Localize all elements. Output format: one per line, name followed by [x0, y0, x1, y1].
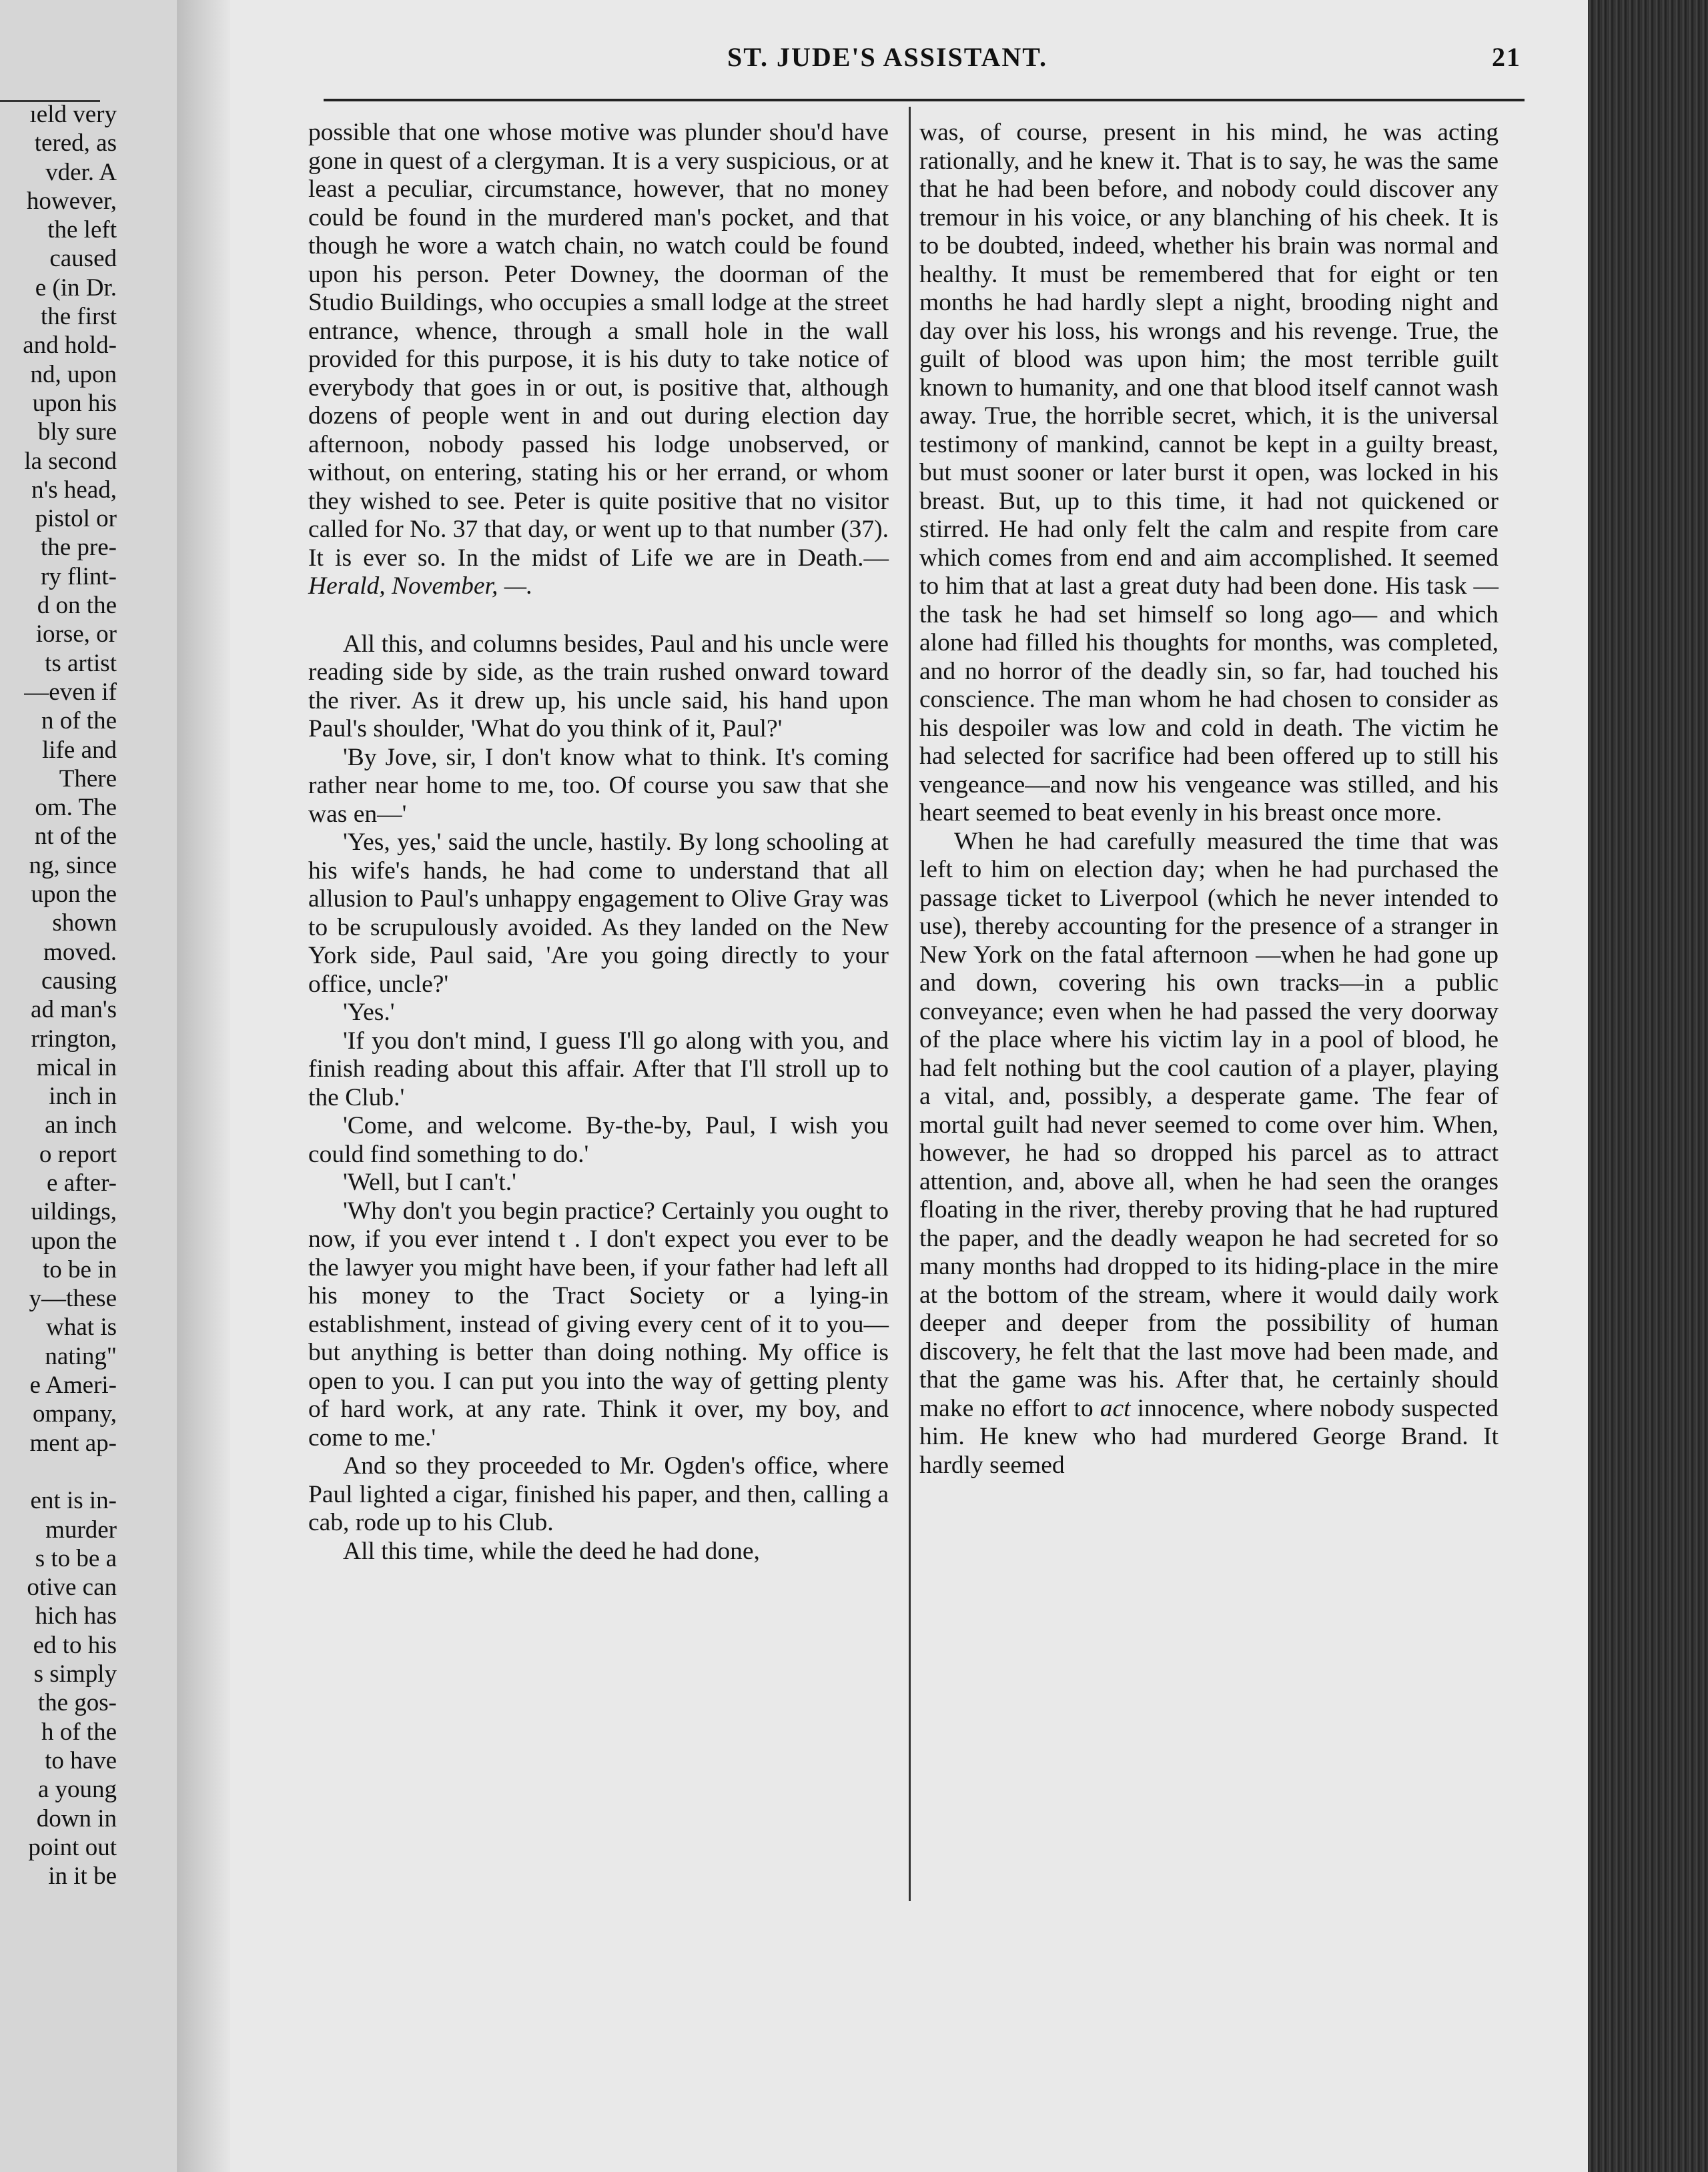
paragraph-text: possible that one whose motive was plunder shou'd have gone in quest of a clergyman. It is a very suspicious, or at least a peculiar, circumstance, however, that no money could be found in the murdered man's pocket, and that though he wore a watch chain, no watch could be found upon his person. Peter Downey, the doorman of the Studio Buildings, who occupies a small lodge at the street entrance, whence, through a small hole in the wall provided for this purpose, it is his duty to take notice of everybody that goes in or out, is positive that, although dozens of people went in and out during election day afternoon, nobody passed his lodge unobserved, or without, on entering, stating his or her errand, or whom they wished to see. Peter is quite positive that no visitor called for No. 37 that day, or went up to that number (37). It is ever so. In the midst of Life we are in Death.—: [308, 119, 889, 572]
facing-page-fragment-line: the pre-: [40, 534, 117, 562]
paragraph-text: innocence, where nobody suspected him. He knew who had murdered George Brand. It hardly seemed: [919, 1394, 1499, 1479]
facing-page-fragment-line: ng, since: [29, 851, 117, 879]
facing-page-fragment-line: point out: [28, 1833, 117, 1861]
facing-page-fragment-line: e (in Dr.: [35, 274, 117, 302]
facing-page-fragment-line: shown: [52, 909, 117, 937]
facing-page-fragment-line: an inch: [45, 1111, 117, 1139]
facing-page-fragment-line: bly sure: [37, 418, 117, 446]
facing-page-fragment-line: s simply: [33, 1660, 117, 1688]
facing-page-fragment-line: pistol or: [35, 505, 117, 533]
column-rule: [909, 107, 911, 1901]
page-stack-edge: [1588, 0, 1708, 2172]
facing-page-fragment-line: ad man's: [31, 996, 117, 1024]
paragraph: All this, and columns besides, Paul and his uncle were reading side by side, as the train rushed onward toward the river. As it drew up, his uncle said, his hand upon Paul's shoulder, 'What do you think of it, Paul?': [308, 630, 889, 742]
facing-page-fragment-line: ment ap-: [29, 1429, 117, 1457]
facing-page-fragment-line: causing: [41, 967, 117, 995]
facing-page-fragment-line: ts artist: [45, 649, 117, 677]
right-column: [919, 119, 1499, 1480]
facing-page-fragment-line: upon the: [31, 881, 117, 909]
facing-page-fragment-line: h of the: [41, 1718, 117, 1746]
facing-page-fragment-line: There: [59, 764, 117, 792]
facing-page-fragment-line: upon the: [31, 1227, 117, 1255]
facing-page-fragment-line: the left: [47, 216, 117, 244]
facing-page-fragment-line: n of the: [41, 707, 117, 735]
facing-page-fragment-line: to be in: [43, 1255, 117, 1283]
facing-page-fragment-line: s to be a: [35, 1544, 117, 1572]
paragraph: was, of course, present in his mind, he was acting rationally, and he knew it. That is to say, he was the same that he had been before, and nobody could discover any tremour in his voice, or any blanching of his cheek. It is to be doubted, indeed, whether his brain was normal and healthy. It must be remembered that for eight or ten months he had hardly slept a night, brooding night and day over his loss, his wrongs and his revenge. True, the guilt of blood was upon him; the most terrible guilt known to humanity, and one that blood itself cannot wash away. True, the horrible secret, which, it is the universal testimony of mankind, cannot be kept in a guilty breast, but must sooner or later burst it open, was locked in his breast. But, up to this time, it had not quickened or stirred. He had only felt the calm and respite from care which comes from end and aim accomplished. It seemed to him that at last a great duty had been done. His task —the task he had set himself so long ago— and which alone had filled his thoughts for months, was completed, and no horror of the deadly sin, so far, had touched his conscience. The man whom he had chosen to consider as his despoiler was low and cold in death. The victim he had selected for sacrifice had been offered up to still his vengeance—and now his vengeance was stilled, and his heart seemed to beat evenly in his breast once more.: [919, 119, 1499, 827]
facing-page-fragment-line: down in: [36, 1804, 117, 1832]
header-rule: [324, 99, 1525, 101]
facing-page-fragment-line: iorse, or: [35, 620, 117, 648]
news-source: Herald, November, —.: [308, 572, 533, 600]
facing-page-fragment-line: however,: [26, 187, 117, 215]
facing-page-fragment-line: ıeld very: [29, 101, 117, 128]
facing-page-fragment-line: caused: [49, 245, 117, 273]
facing-page-fragment-line: e after-: [46, 1169, 117, 1197]
facing-page-fragment-line: nd, upon: [30, 360, 117, 388]
paragraph: 'If you don't mind, I guess I'll go along with you, and finish reading about this affair. After that I'll stroll up to the Club.': [308, 1027, 889, 1111]
italic-word: act: [1100, 1394, 1131, 1422]
facing-page-fragment-line: —even if: [24, 678, 117, 706]
facing-page-fragment-line: e Ameri-: [29, 1372, 117, 1400]
facing-page-fragment-line: inch in: [49, 1083, 117, 1111]
paragraph: 'Well, but I can't.': [343, 1169, 516, 1196]
facing-page-fragment-line: hich has: [35, 1602, 117, 1630]
facing-page-fragment-line: vder. A: [45, 158, 117, 186]
facing-page-fragment-line: the gos-: [37, 1689, 117, 1717]
facing-page-fragment-line: a young: [37, 1776, 117, 1804]
facing-page-fragment-line: life and: [42, 736, 117, 764]
facing-page-fragment-line: o report: [39, 1140, 117, 1168]
facing-page-fragment-line: rrington,: [31, 1025, 117, 1053]
facing-page-fragment-line: in it be: [48, 1862, 117, 1890]
paragraph-text: When he had carefully measured the time that was left to him on election day; when he had purchased the passage ticket to Liverpool (which he never intended to use), thereby accounting for the presence of a stranger in New York on the fatal afternoon —when he had gone up and down, covering his own tracks—in a public conveyance; even when he had passed the very doorway of the place where his victim lay in a pool of blood, he had felt nothing but the cool caution of a player, playing a vital, and, possibly, a desperate game. The fear of mortal guilt had never seemed to come over him. When, however, he had so dropped his parcel as to attract attention, and, above all, when he had seen the oranges floating in the river, thereby proving that he had ruptured the paper, and the deadly weapon he had secreted for so many months had dropped to its hiding-place in the mire at the bottom of the stream, where it would daily work deeper and deeper from the possibility of human discovery, he felt that the last move had been made, and that the game was his. After that, he certainly should make no effort to: [919, 827, 1499, 1422]
running-head: [327, 41, 1521, 75]
page-number: 21: [1492, 42, 1521, 72]
paragraph: 'Yes.': [343, 999, 395, 1026]
running-head-title: ST. JUDE'S ASSISTANT.: [727, 42, 1047, 72]
paragraph: 'Why don't you begin practice? Certainly you ought to now, if you ever intend t . I don't expect you ever to be the lawyer you might have been, if your father had left all his money to the Tract Society or a lying-in establishment, instead of giving every cent of it to you—but anything is better than doing nothing. My office is open to you. I can put you into the way of getting plenty of hard work, at any rate. Think it over, my boy, and come to me.': [308, 1197, 889, 1452]
facing-page-fragment-line: uildings,: [31, 1198, 117, 1226]
facing-page-fragment-line: ed to his: [33, 1631, 117, 1659]
facing-page-fragment-line: d on the: [37, 592, 117, 620]
facing-page-fragment-line: nt of the: [34, 823, 117, 851]
left-column: [308, 119, 889, 1566]
facing-page-fragment-line: what is: [46, 1313, 117, 1341]
facing-page-fragment-line: y—these: [29, 1285, 117, 1313]
facing-page-fragment-line: mical in: [36, 1053, 117, 1081]
facing-page-fragment-line: la second: [24, 447, 117, 475]
facing-page-fragment-line: the first: [40, 303, 117, 331]
facing-page-fragment-line: ent is in-: [30, 1487, 117, 1515]
facing-page-fragment-line: ry flint-: [40, 562, 117, 590]
facing-page-fragment-line: nating": [45, 1342, 117, 1370]
facing-page-fragment-line: and hold-: [23, 332, 117, 360]
facing-page-fragment-line: n's head,: [31, 476, 117, 504]
facing-page-fragment-line: om. The: [35, 794, 117, 822]
paragraph: 'Come, and welcome. By-the-by, Paul, I wish you could find something to do.': [308, 1112, 889, 1168]
facing-page-fragment-line: to have: [45, 1746, 117, 1774]
facing-page-text-fragment: [0, 100, 117, 1890]
facing-page-fragment-line: [0, 1458, 117, 1486]
facing-page-fragment-line: upon his: [32, 389, 117, 417]
facing-page-fragment-line: moved.: [43, 938, 117, 966]
paragraph: All this time, while the deed he had done,: [343, 1537, 760, 1565]
gutter-shadow: [177, 0, 230, 2172]
facing-page-fragment-line: otive can: [27, 1574, 117, 1602]
facing-page-fragment-line: tered, as: [34, 129, 117, 157]
paragraph: [919, 828, 1499, 1480]
paragraph: 'By Jove, sir, I don't know what to think. It's coming rather near home to me, too. Of course you saw that she was en—': [308, 743, 889, 828]
paragraph: And so they proceeded to Mr. Ogden's office, where Paul lighted a cigar, finished his paper, and then, calling a cab, rode up to his Club.: [308, 1452, 889, 1536]
facing-page-fragment-line: murder: [45, 1516, 117, 1544]
paragraph: 'Yes, yes,' said the uncle, hastily. By long schooling at his wife's hands, he had come to understand that all allusion to Paul's unhappy engagement to Olive Gray was to be scrupulously avoided. As they landed on the New York side, Paul said, 'Are you going directly to your office, uncle?': [308, 829, 889, 998]
paragraph: [308, 119, 889, 601]
facing-page-fragment-line: ompany,: [32, 1400, 117, 1428]
